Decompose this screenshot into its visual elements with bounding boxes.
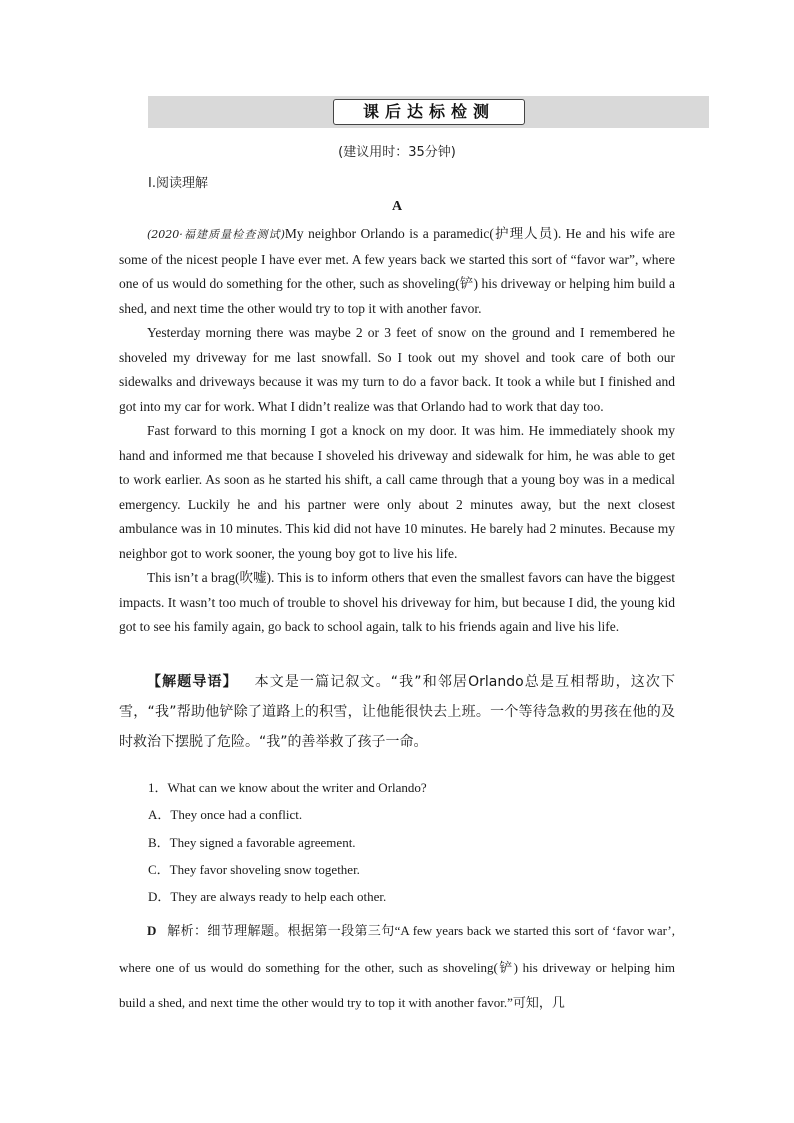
banner-title: 课后达标检测 xyxy=(333,99,525,125)
passage-paragraph-3: Fast forward to this morning I got a knock on my door. It was him. He immediately shook my hand and informed me that because I shoveled his driveway and sidewalk for him, he was able to get to work earlier. As soon as he started his shift, a call came through that a young boy was in a medical emergency. Luckily he and his partner were only about 2 minutes away, but the next closest ambulance was in 10 minutes. This kid did not have 10 minutes. He barely had 2 minutes. Because my neighbor got to work sooner, the young boy got to live his life. xyxy=(119,423,675,561)
passage-label: A xyxy=(391,199,403,214)
guide-tag: 【解题导语】 xyxy=(147,674,238,690)
guide-text: 本文是一篇记叙文。“我”和邻居Orlando总是互相帮助，这次下雪，“我”帮助他铲除了道路上的积雪，让他能很快去上班。一个等待急救的男孩在他的及时救治下摆脱了危险。“我”的善举救了孩子一命。 xyxy=(119,674,676,750)
question-1 xyxy=(148,777,678,913)
option-b: B．They signed a favorable agreement. xyxy=(148,834,356,850)
passage-paragraph-4: This isn’t a brag(吹嘘). This is to inform others that even the smallest favors can have the biggest impacts. It wasn’t too much of trouble to shovel his driveway for him, but because I did, the young kid got to see his family again, go back to school again, talk to his friends again and live his life. xyxy=(119,570,675,634)
option-a: A．They once had a conflict. xyxy=(148,807,303,823)
analysis-text: 细节理解题。根据第一段第三句“A few years back we started this sort of ‘favor war’, where one of us would do something for the other, such as shoveling(铲) his driveway or helping him build a shed, and next time the other would try to top it with another favor.”可知，几 xyxy=(119,923,675,1010)
analysis-label: 解析： xyxy=(167,924,208,939)
option-c: C．They favor shoveling snow together. xyxy=(148,861,360,877)
answer-letter: D xyxy=(147,923,157,938)
section-banner xyxy=(148,96,709,128)
option-d: D．They are always ready to help each other. xyxy=(148,889,387,905)
answer-analysis xyxy=(119,913,675,1021)
question-stem: 1．What can we know about the writer and Orlando? xyxy=(148,780,427,795)
passage-paragraph-1 xyxy=(119,222,675,321)
time-note: (建议用时：35分钟) xyxy=(338,145,456,160)
passage xyxy=(119,222,675,640)
paragraph-text: My neighbor Orlando is a paramedic(护理人员). He and his wife are some of the nicest people I have ever met. A few years back we started this sort of “favor war”, where one of us would do something for the other, such as shoveling(铲) his driveway or helping him build a shed, and next time the other would try to top it with another favor. xyxy=(119,226,675,316)
section-title: Ⅰ.阅读理解 xyxy=(148,176,208,191)
passage-source: (2020·福建质量检查测试) xyxy=(147,228,285,241)
solution-guide xyxy=(119,667,675,757)
passage-paragraph-2: Yesterday morning there was maybe 2 or 3 feet of snow on the ground and I remembered he shoveled my driveway for me last snowfall. So I took out my shovel and took care of both our sidewalks and driveways because it was my turn to do a favor back. It took a while but I finished and got into my car for work. What I didn’t realize was that Orlando had to work that day too. xyxy=(119,325,675,414)
